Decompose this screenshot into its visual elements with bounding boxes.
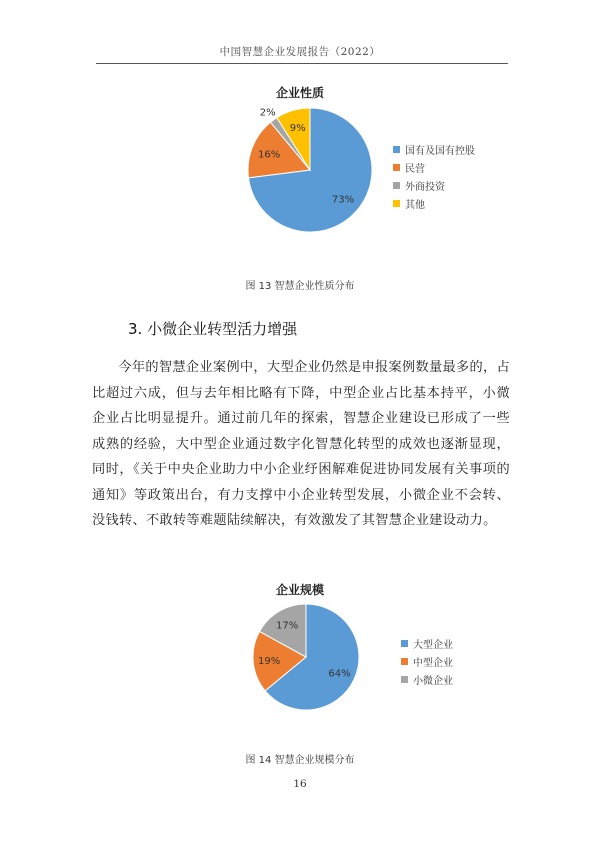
legend-swatch: [401, 640, 408, 647]
legend-item: [401, 652, 453, 670]
legend-swatch: [401, 676, 408, 683]
header-rule: [96, 63, 508, 64]
chart-title-nature: 企业性质: [275, 86, 324, 100]
pie-data-label: 64%: [328, 668, 351, 680]
page-number: 16: [293, 778, 307, 790]
legend-label: 其他: [405, 199, 425, 211]
legend-nature: [393, 140, 475, 212]
pie-chart-nature: [240, 100, 380, 240]
pie-data-label: 2%: [259, 107, 276, 119]
legend-swatch: [393, 146, 400, 153]
figure-caption-14: 图 14 智慧企业规模分布: [245, 755, 355, 766]
legend-swatch: [401, 658, 408, 665]
pie-data-label: 16%: [257, 149, 281, 161]
legend-label: 国有及国有控股: [405, 145, 475, 157]
legend-item: [401, 634, 453, 652]
legend-swatch: [393, 182, 400, 189]
body-paragraph: 今年的智慧企业案例中，大型企业仍然是申报案例数量最多的，占比超过六成，但与去年相比略有下降，中型企业占比基本持平，小微企业占比明显提升。通过前几年的探索，智慧企业建设已形成了一些成熟的经验，大中型企业通过数字化智慧化转型的成效也逐渐显现，同时，《关于中央企业助力中小企业纾困解难促进协同发展有关事项的通知》等政策出台，有力支撑中小企业转型发展，小微企业不会转、没钱转、不敢转等难题陆续解决，有效激发了其智慧企业建设动力。: [92, 360, 510, 528]
legend-label: 大型企业: [413, 639, 453, 651]
legend-item: [401, 670, 453, 688]
legend-label: 外商投资: [405, 181, 445, 193]
legend-swatch: [393, 164, 400, 171]
section-heading: 3. 小微企业转型活力增强: [128, 320, 298, 338]
pie-data-label: 19%: [258, 655, 281, 667]
legend-label: 中型企业: [413, 657, 453, 669]
legend-item: [393, 140, 475, 158]
chart-title-scale: 企业规模: [275, 583, 324, 597]
legend-item: [393, 158, 475, 176]
pie-data-label: 17%: [276, 620, 299, 632]
legend-swatch: [393, 200, 400, 207]
running-header: 中国智慧企业发展报告（2022）: [219, 46, 381, 58]
figure-caption-13: 图 13 智慧企业性质分布: [245, 281, 355, 292]
legend-item: [393, 176, 475, 194]
legend-item: [393, 194, 475, 212]
pie-chart-scale: [246, 597, 366, 717]
legend-label: 小微企业: [413, 675, 453, 687]
legend-scale: [401, 634, 453, 688]
pie-data-label: 73%: [331, 194, 355, 206]
legend-label: 民营: [405, 163, 425, 175]
pie-data-label: 9%: [289, 123, 306, 135]
